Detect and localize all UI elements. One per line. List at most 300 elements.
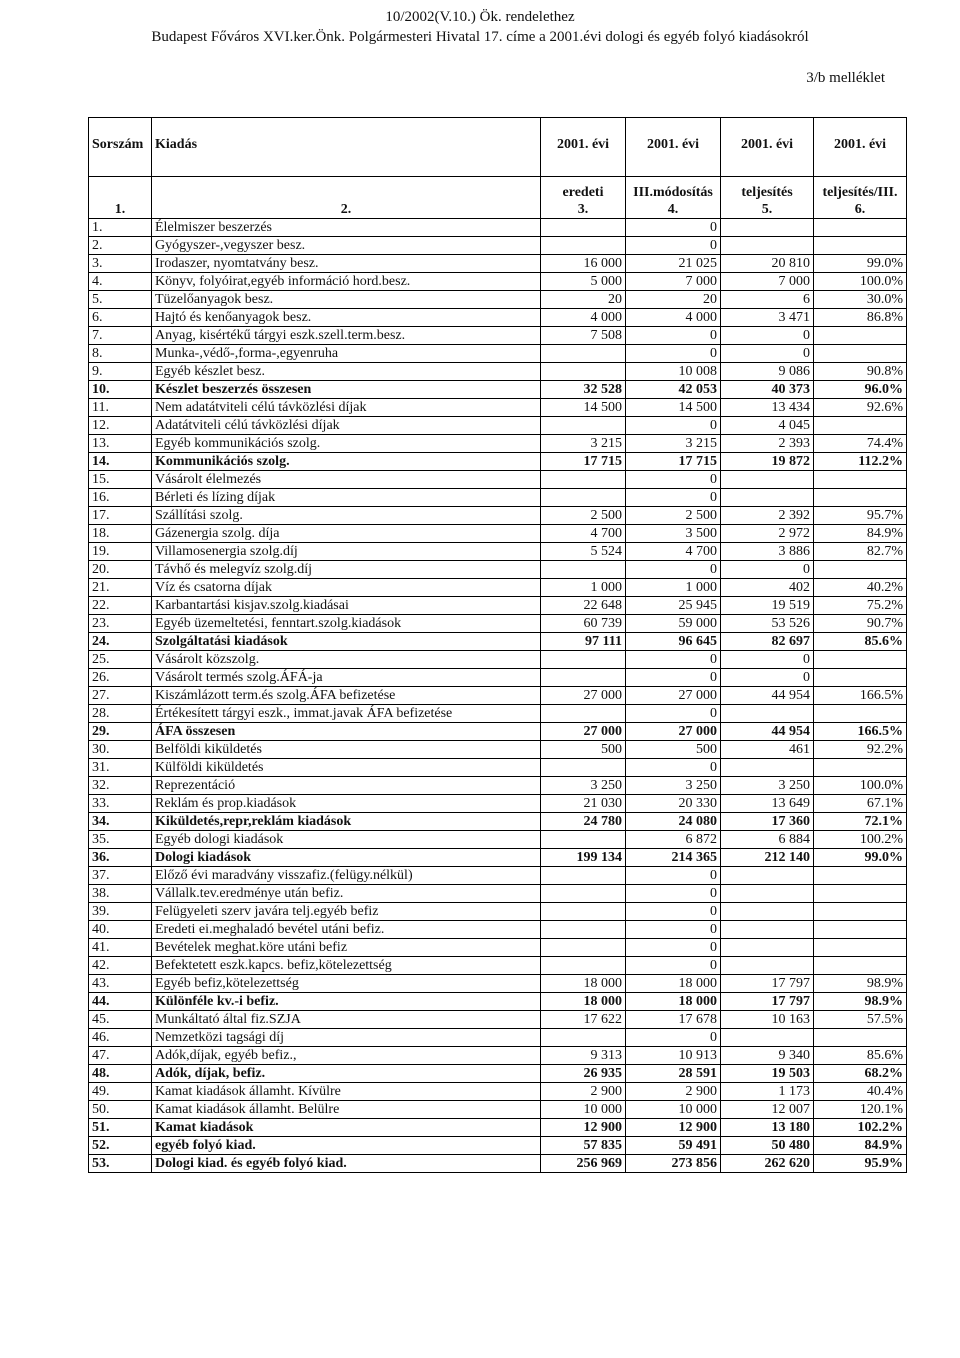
- row-label: Befektetett eszk.kapcs. befiz,kötelezettség: [152, 957, 541, 975]
- col-header-original: 2001. évi: [541, 118, 626, 177]
- table-row: [89, 1029, 907, 1047]
- row-number: 9.: [89, 363, 152, 381]
- actual-value: [721, 471, 814, 489]
- ratio-value: 112.2%: [814, 453, 907, 471]
- table-row: [89, 705, 907, 723]
- original-value: [541, 471, 626, 489]
- ratio-value: 100.2%: [814, 831, 907, 849]
- original-value: 12 900: [541, 1119, 626, 1137]
- actual-value: 2 392: [721, 507, 814, 525]
- ratio-value: 100.0%: [814, 273, 907, 291]
- row-number: 24.: [89, 633, 152, 651]
- actual-value: 13 434: [721, 399, 814, 417]
- modified-value: 2 900: [626, 1083, 721, 1101]
- actual-value: 50 480: [721, 1137, 814, 1155]
- actual-value: 10 163: [721, 1011, 814, 1029]
- modified-value: 17 715: [626, 453, 721, 471]
- col-subheader-modified: III.módosítás: [626, 177, 721, 202]
- ratio-value: 85.6%: [814, 1047, 907, 1065]
- modified-value: 2 500: [626, 507, 721, 525]
- header-row-1: [89, 118, 907, 177]
- table-row: [89, 1047, 907, 1065]
- original-value: [541, 867, 626, 885]
- col-header-expense: Kiadás: [152, 118, 541, 177]
- row-label: Kommunikációs szolg.: [152, 453, 541, 471]
- row-number: 25.: [89, 651, 152, 669]
- original-value: 256 969: [541, 1155, 626, 1173]
- actual-value: [721, 867, 814, 885]
- modified-value: 0: [626, 237, 721, 255]
- actual-value: [721, 921, 814, 939]
- ratio-value: 99.0%: [814, 255, 907, 273]
- ratio-value: [814, 939, 907, 957]
- modified-value: 0: [626, 561, 721, 579]
- row-number: 11.: [89, 399, 152, 417]
- col-subheader-ratio: teljesítés/III.: [814, 177, 907, 202]
- row-label: Bevételek meghat.köre utáni befiz: [152, 939, 541, 957]
- actual-value: 17 797: [721, 993, 814, 1011]
- original-value: 27 000: [541, 687, 626, 705]
- ratio-value: 68.2%: [814, 1065, 907, 1083]
- original-value: [541, 885, 626, 903]
- original-value: [541, 345, 626, 363]
- actual-value: [721, 759, 814, 777]
- modified-value: 4 700: [626, 543, 721, 561]
- row-number: 40.: [89, 921, 152, 939]
- row-label: Gázenergia szolg. díja: [152, 525, 541, 543]
- table-row: [89, 633, 907, 651]
- ratio-value: 84.9%: [814, 1137, 907, 1155]
- table-row: [89, 255, 907, 273]
- col-subheader-serial: [89, 177, 152, 202]
- row-label: Adók, díjak, befiz.: [152, 1065, 541, 1083]
- modified-value: 500: [626, 741, 721, 759]
- row-number: 51.: [89, 1119, 152, 1137]
- row-number: 46.: [89, 1029, 152, 1047]
- modified-value: 0: [626, 219, 721, 237]
- modified-value: 0: [626, 705, 721, 723]
- ratio-value: 92.2%: [814, 741, 907, 759]
- actual-value: 6 884: [721, 831, 814, 849]
- actual-value: 9 086: [721, 363, 814, 381]
- row-number: 27.: [89, 687, 152, 705]
- row-label: Dologi kiadások: [152, 849, 541, 867]
- row-label: Egyéb üzemeltetési, fenntart.szolg.kiadások: [152, 615, 541, 633]
- row-label: Felügyeleti szerv javára telj.egyéb befiz: [152, 903, 541, 921]
- ratio-value: 90.8%: [814, 363, 907, 381]
- modified-value: 273 856: [626, 1155, 721, 1173]
- row-number: 53.: [89, 1155, 152, 1173]
- actual-value: [721, 1029, 814, 1047]
- ratio-value: [814, 327, 907, 345]
- expenditure-table: [88, 117, 907, 1173]
- actual-value: 17 360: [721, 813, 814, 831]
- table-row: [89, 327, 907, 345]
- modified-value: 24 080: [626, 813, 721, 831]
- document-title: Budapest Főváros XVI.ker.Önk. Polgármesteri Hivatal 17. címe a 2001.évi dologi és egyéb folyó kiadásokról: [151, 29, 809, 45]
- row-number: 23.: [89, 615, 152, 633]
- row-number: 48.: [89, 1065, 152, 1083]
- row-number: 50.: [89, 1101, 152, 1119]
- ratio-value: 120.1%: [814, 1101, 907, 1119]
- row-label: Hajtó és kenőanyagok besz.: [152, 309, 541, 327]
- original-value: 9 313: [541, 1047, 626, 1065]
- actual-value: 44 954: [721, 723, 814, 741]
- actual-value: 19 503: [721, 1065, 814, 1083]
- row-number: 10.: [89, 381, 152, 399]
- table-row: [89, 723, 907, 741]
- row-label: Vásárolt közszolg.: [152, 651, 541, 669]
- modified-value: 0: [626, 651, 721, 669]
- row-label: Karbantartási kisjav.szolg.kiadásai: [152, 597, 541, 615]
- table-row: [89, 777, 907, 795]
- row-label: Adók,díjak, egyéb befiz.,: [152, 1047, 541, 1065]
- table-row: [89, 489, 907, 507]
- table-row: [89, 795, 907, 813]
- row-number: 47.: [89, 1047, 152, 1065]
- row-number: 12.: [89, 417, 152, 435]
- row-number: 26.: [89, 669, 152, 687]
- original-value: [541, 759, 626, 777]
- col-header-ratio: 2001. évi: [814, 118, 907, 177]
- original-value: 97 111: [541, 633, 626, 651]
- original-value: 5 000: [541, 273, 626, 291]
- row-number: 5.: [89, 291, 152, 309]
- actual-value: 53 526: [721, 615, 814, 633]
- modified-value: 10 000: [626, 1101, 721, 1119]
- actual-value: 1 173: [721, 1083, 814, 1101]
- modified-value: 0: [626, 885, 721, 903]
- row-label: Egyéb kommunikációs szolg.: [152, 435, 541, 453]
- actual-value: 0: [721, 669, 814, 687]
- table-row: [89, 579, 907, 597]
- ratio-value: 40.4%: [814, 1083, 907, 1101]
- table-row: [89, 435, 907, 453]
- row-number: 22.: [89, 597, 152, 615]
- row-number: 15.: [89, 471, 152, 489]
- table-row: [89, 291, 907, 309]
- table-row: [89, 921, 907, 939]
- row-number: 37.: [89, 867, 152, 885]
- ratio-value: 85.6%: [814, 633, 907, 651]
- modified-value: 0: [626, 1029, 721, 1047]
- table-row: [89, 669, 907, 687]
- original-value: 3 250: [541, 777, 626, 795]
- modified-value: 10 008: [626, 363, 721, 381]
- actual-value: 2 972: [721, 525, 814, 543]
- original-value: [541, 669, 626, 687]
- table-row: [89, 1119, 907, 1137]
- row-label: Vásárolt termés szolg.ÁFÁ-ja: [152, 669, 541, 687]
- ratio-value: 40.2%: [814, 579, 907, 597]
- table-row: [89, 1083, 907, 1101]
- modified-value: 12 900: [626, 1119, 721, 1137]
- row-label: Kamat kiadások államht. Belülre: [152, 1101, 541, 1119]
- original-value: [541, 219, 626, 237]
- actual-value: 3 886: [721, 543, 814, 561]
- table-row: [89, 1011, 907, 1029]
- table-row: [89, 543, 907, 561]
- row-number: 13.: [89, 435, 152, 453]
- column-number-row: [89, 201, 907, 219]
- modified-value: 59 000: [626, 615, 721, 633]
- row-label: Víz és csatorna díjak: [152, 579, 541, 597]
- table-row: [89, 651, 907, 669]
- row-label: Kiszámlázott term.és szolg.ÁFA befizetése: [152, 687, 541, 705]
- row-label: Nem adatátviteli célú távközlési díjak: [152, 399, 541, 417]
- modified-value: 27 000: [626, 687, 721, 705]
- modified-value: 214 365: [626, 849, 721, 867]
- table-row: [89, 417, 907, 435]
- modified-value: 0: [626, 327, 721, 345]
- ratio-value: 166.5%: [814, 723, 907, 741]
- modified-value: 0: [626, 345, 721, 363]
- row-label: Munkáltató által fiz.SZJA: [152, 1011, 541, 1029]
- col-number-4: 4.: [626, 201, 721, 219]
- original-value: 22 648: [541, 597, 626, 615]
- ratio-value: 57.5%: [814, 1011, 907, 1029]
- actual-value: 402: [721, 579, 814, 597]
- table-row: [89, 939, 907, 957]
- table-row: [89, 1137, 907, 1155]
- row-number: 44.: [89, 993, 152, 1011]
- row-number: 34.: [89, 813, 152, 831]
- col-subheader-expense: [152, 177, 541, 202]
- row-label: Bérleti és lízing díjak: [152, 489, 541, 507]
- table-row: [89, 1101, 907, 1119]
- row-number: 7.: [89, 327, 152, 345]
- row-number: 38.: [89, 885, 152, 903]
- row-number: 32.: [89, 777, 152, 795]
- modified-value: 18 000: [626, 993, 721, 1011]
- row-number: 31.: [89, 759, 152, 777]
- actual-value: 13 649: [721, 795, 814, 813]
- row-label: Reklám és prop.kiadások: [152, 795, 541, 813]
- row-number: 43.: [89, 975, 152, 993]
- original-value: [541, 903, 626, 921]
- actual-value: 0: [721, 651, 814, 669]
- ratio-value: 84.9%: [814, 525, 907, 543]
- table-row: [89, 993, 907, 1011]
- row-label: Adatátviteli célú távközlési díjak: [152, 417, 541, 435]
- original-value: 500: [541, 741, 626, 759]
- ratio-value: 102.2%: [814, 1119, 907, 1137]
- ratio-value: 67.1%: [814, 795, 907, 813]
- table-row: [89, 309, 907, 327]
- row-label: Egyéb dologi kiadások: [152, 831, 541, 849]
- ratio-value: [814, 219, 907, 237]
- actual-value: 40 373: [721, 381, 814, 399]
- table-row: [89, 471, 907, 489]
- original-value: [541, 957, 626, 975]
- modified-value: 3 215: [626, 435, 721, 453]
- col-number-6: 6.: [814, 201, 907, 219]
- original-value: 3 215: [541, 435, 626, 453]
- row-label: Vállalk.tev.eredménye után befiz.: [152, 885, 541, 903]
- table-row: [89, 741, 907, 759]
- ratio-value: [814, 921, 907, 939]
- ratio-value: 72.1%: [814, 813, 907, 831]
- original-value: 20: [541, 291, 626, 309]
- ratio-value: 90.7%: [814, 615, 907, 633]
- ratio-value: 166.5%: [814, 687, 907, 705]
- modified-value: 0: [626, 867, 721, 885]
- row-label: Kamat kiadások: [152, 1119, 541, 1137]
- ratio-value: 30.0%: [814, 291, 907, 309]
- table-row: [89, 687, 907, 705]
- row-number: 42.: [89, 957, 152, 975]
- actual-value: [721, 957, 814, 975]
- table-row: [89, 615, 907, 633]
- modified-value: 6 872: [626, 831, 721, 849]
- row-number: 39.: [89, 903, 152, 921]
- table-row: [89, 597, 907, 615]
- actual-value: [721, 705, 814, 723]
- ratio-value: 92.6%: [814, 399, 907, 417]
- ratio-value: 95.9%: [814, 1155, 907, 1173]
- modified-value: 28 591: [626, 1065, 721, 1083]
- col-header-modified: 2001. évi: [626, 118, 721, 177]
- ratio-value: 100.0%: [814, 777, 907, 795]
- row-label: Belföldi kiküldetés: [152, 741, 541, 759]
- original-value: 32 528: [541, 381, 626, 399]
- row-label: Egyéb befiz,kötelezettség: [152, 975, 541, 993]
- table-row: [89, 237, 907, 255]
- col-header-actual: 2001. évi: [721, 118, 814, 177]
- table-row: [89, 345, 907, 363]
- row-number: 20.: [89, 561, 152, 579]
- actual-value: [721, 237, 814, 255]
- row-number: 8.: [89, 345, 152, 363]
- actual-value: 6: [721, 291, 814, 309]
- original-value: 199 134: [541, 849, 626, 867]
- row-label: Szolgáltatási kiadások: [152, 633, 541, 651]
- actual-value: 0: [721, 561, 814, 579]
- row-label: Eredeti ei.meghaladó bevétel utáni befiz.: [152, 921, 541, 939]
- modified-value: 7 000: [626, 273, 721, 291]
- actual-value: 262 620: [721, 1155, 814, 1173]
- ratio-value: 95.7%: [814, 507, 907, 525]
- row-number: 52.: [89, 1137, 152, 1155]
- table-row: [89, 561, 907, 579]
- ratio-value: [814, 867, 907, 885]
- actual-value: 212 140: [721, 849, 814, 867]
- ratio-value: [814, 957, 907, 975]
- original-value: 57 835: [541, 1137, 626, 1155]
- modified-value: 0: [626, 417, 721, 435]
- col-number-2: 2.: [152, 201, 541, 219]
- table-row: [89, 759, 907, 777]
- table-row: [89, 813, 907, 831]
- actual-value: 82 697: [721, 633, 814, 651]
- original-value: 18 000: [541, 975, 626, 993]
- row-number: 35.: [89, 831, 152, 849]
- row-label: egyéb folyó kiad.: [152, 1137, 541, 1155]
- table-row: [89, 399, 907, 417]
- actual-value: 3 250: [721, 777, 814, 795]
- actual-value: 0: [721, 345, 814, 363]
- modified-value: 96 645: [626, 633, 721, 651]
- row-label: Kamat kiadások államht. Kívülre: [152, 1083, 541, 1101]
- table-row: [89, 219, 907, 237]
- ratio-value: 98.9%: [814, 975, 907, 993]
- modified-value: 0: [626, 669, 721, 687]
- ratio-value: [814, 651, 907, 669]
- row-label: Vásárolt élelmezés: [152, 471, 541, 489]
- modified-value: 10 913: [626, 1047, 721, 1065]
- original-value: [541, 651, 626, 669]
- original-value: 16 000: [541, 255, 626, 273]
- ratio-value: [814, 561, 907, 579]
- modified-value: 42 053: [626, 381, 721, 399]
- row-label: Reprezentáció: [152, 777, 541, 795]
- modified-value: 0: [626, 759, 721, 777]
- col-header-serial: Sorszám: [89, 118, 152, 177]
- ratio-value: [814, 489, 907, 507]
- row-label: Szállítási szolg.: [152, 507, 541, 525]
- original-value: [541, 939, 626, 957]
- actual-value: 13 180: [721, 1119, 814, 1137]
- row-number: 36.: [89, 849, 152, 867]
- row-label: Dologi kiad. és egyéb folyó kiad.: [152, 1155, 541, 1173]
- row-label: Egyéb készlet besz.: [152, 363, 541, 381]
- row-number: 1.: [89, 219, 152, 237]
- table-row: [89, 453, 907, 471]
- row-number: 41.: [89, 939, 152, 957]
- original-value: 60 739: [541, 615, 626, 633]
- original-value: [541, 561, 626, 579]
- modified-value: 0: [626, 939, 721, 957]
- actual-value: 0: [721, 327, 814, 345]
- actual-value: [721, 489, 814, 507]
- row-number: 16.: [89, 489, 152, 507]
- decree-reference: 10/2002(V.10.) Ök. rendelethez: [385, 9, 575, 25]
- row-label: Villamosenergia szolg.díj: [152, 543, 541, 561]
- original-value: [541, 921, 626, 939]
- actual-value: 4 045: [721, 417, 814, 435]
- original-value: 21 030: [541, 795, 626, 813]
- table-row: [89, 975, 907, 993]
- original-value: 24 780: [541, 813, 626, 831]
- ratio-value: 74.4%: [814, 435, 907, 453]
- original-value: 17 715: [541, 453, 626, 471]
- row-label: Gyógyszer-,vegyszer besz.: [152, 237, 541, 255]
- row-number: 19.: [89, 543, 152, 561]
- row-label: ÁFA összesen: [152, 723, 541, 741]
- original-value: [541, 1029, 626, 1047]
- actual-value: 9 340: [721, 1047, 814, 1065]
- ratio-value: 75.2%: [814, 597, 907, 615]
- modified-value: 21 025: [626, 255, 721, 273]
- row-number: 2.: [89, 237, 152, 255]
- ratio-value: [814, 345, 907, 363]
- table-row: [89, 849, 907, 867]
- table-row: [89, 1155, 907, 1173]
- row-label: Anyag, kisértékű tárgyi eszk.szell.term.besz.: [152, 327, 541, 345]
- ratio-value: [814, 903, 907, 921]
- col-number-3: 3.: [541, 201, 626, 219]
- row-label: Tüzelőanyagok besz.: [152, 291, 541, 309]
- table-row: [89, 381, 907, 399]
- modified-value: 0: [626, 903, 721, 921]
- col-number-5: 5.: [721, 201, 814, 219]
- original-value: 4 000: [541, 309, 626, 327]
- original-value: [541, 237, 626, 255]
- row-label: Könyv, folyóirat,egyéb információ hord.besz.: [152, 273, 541, 291]
- row-number: 17.: [89, 507, 152, 525]
- table-row: [89, 525, 907, 543]
- modified-value: 3 250: [626, 777, 721, 795]
